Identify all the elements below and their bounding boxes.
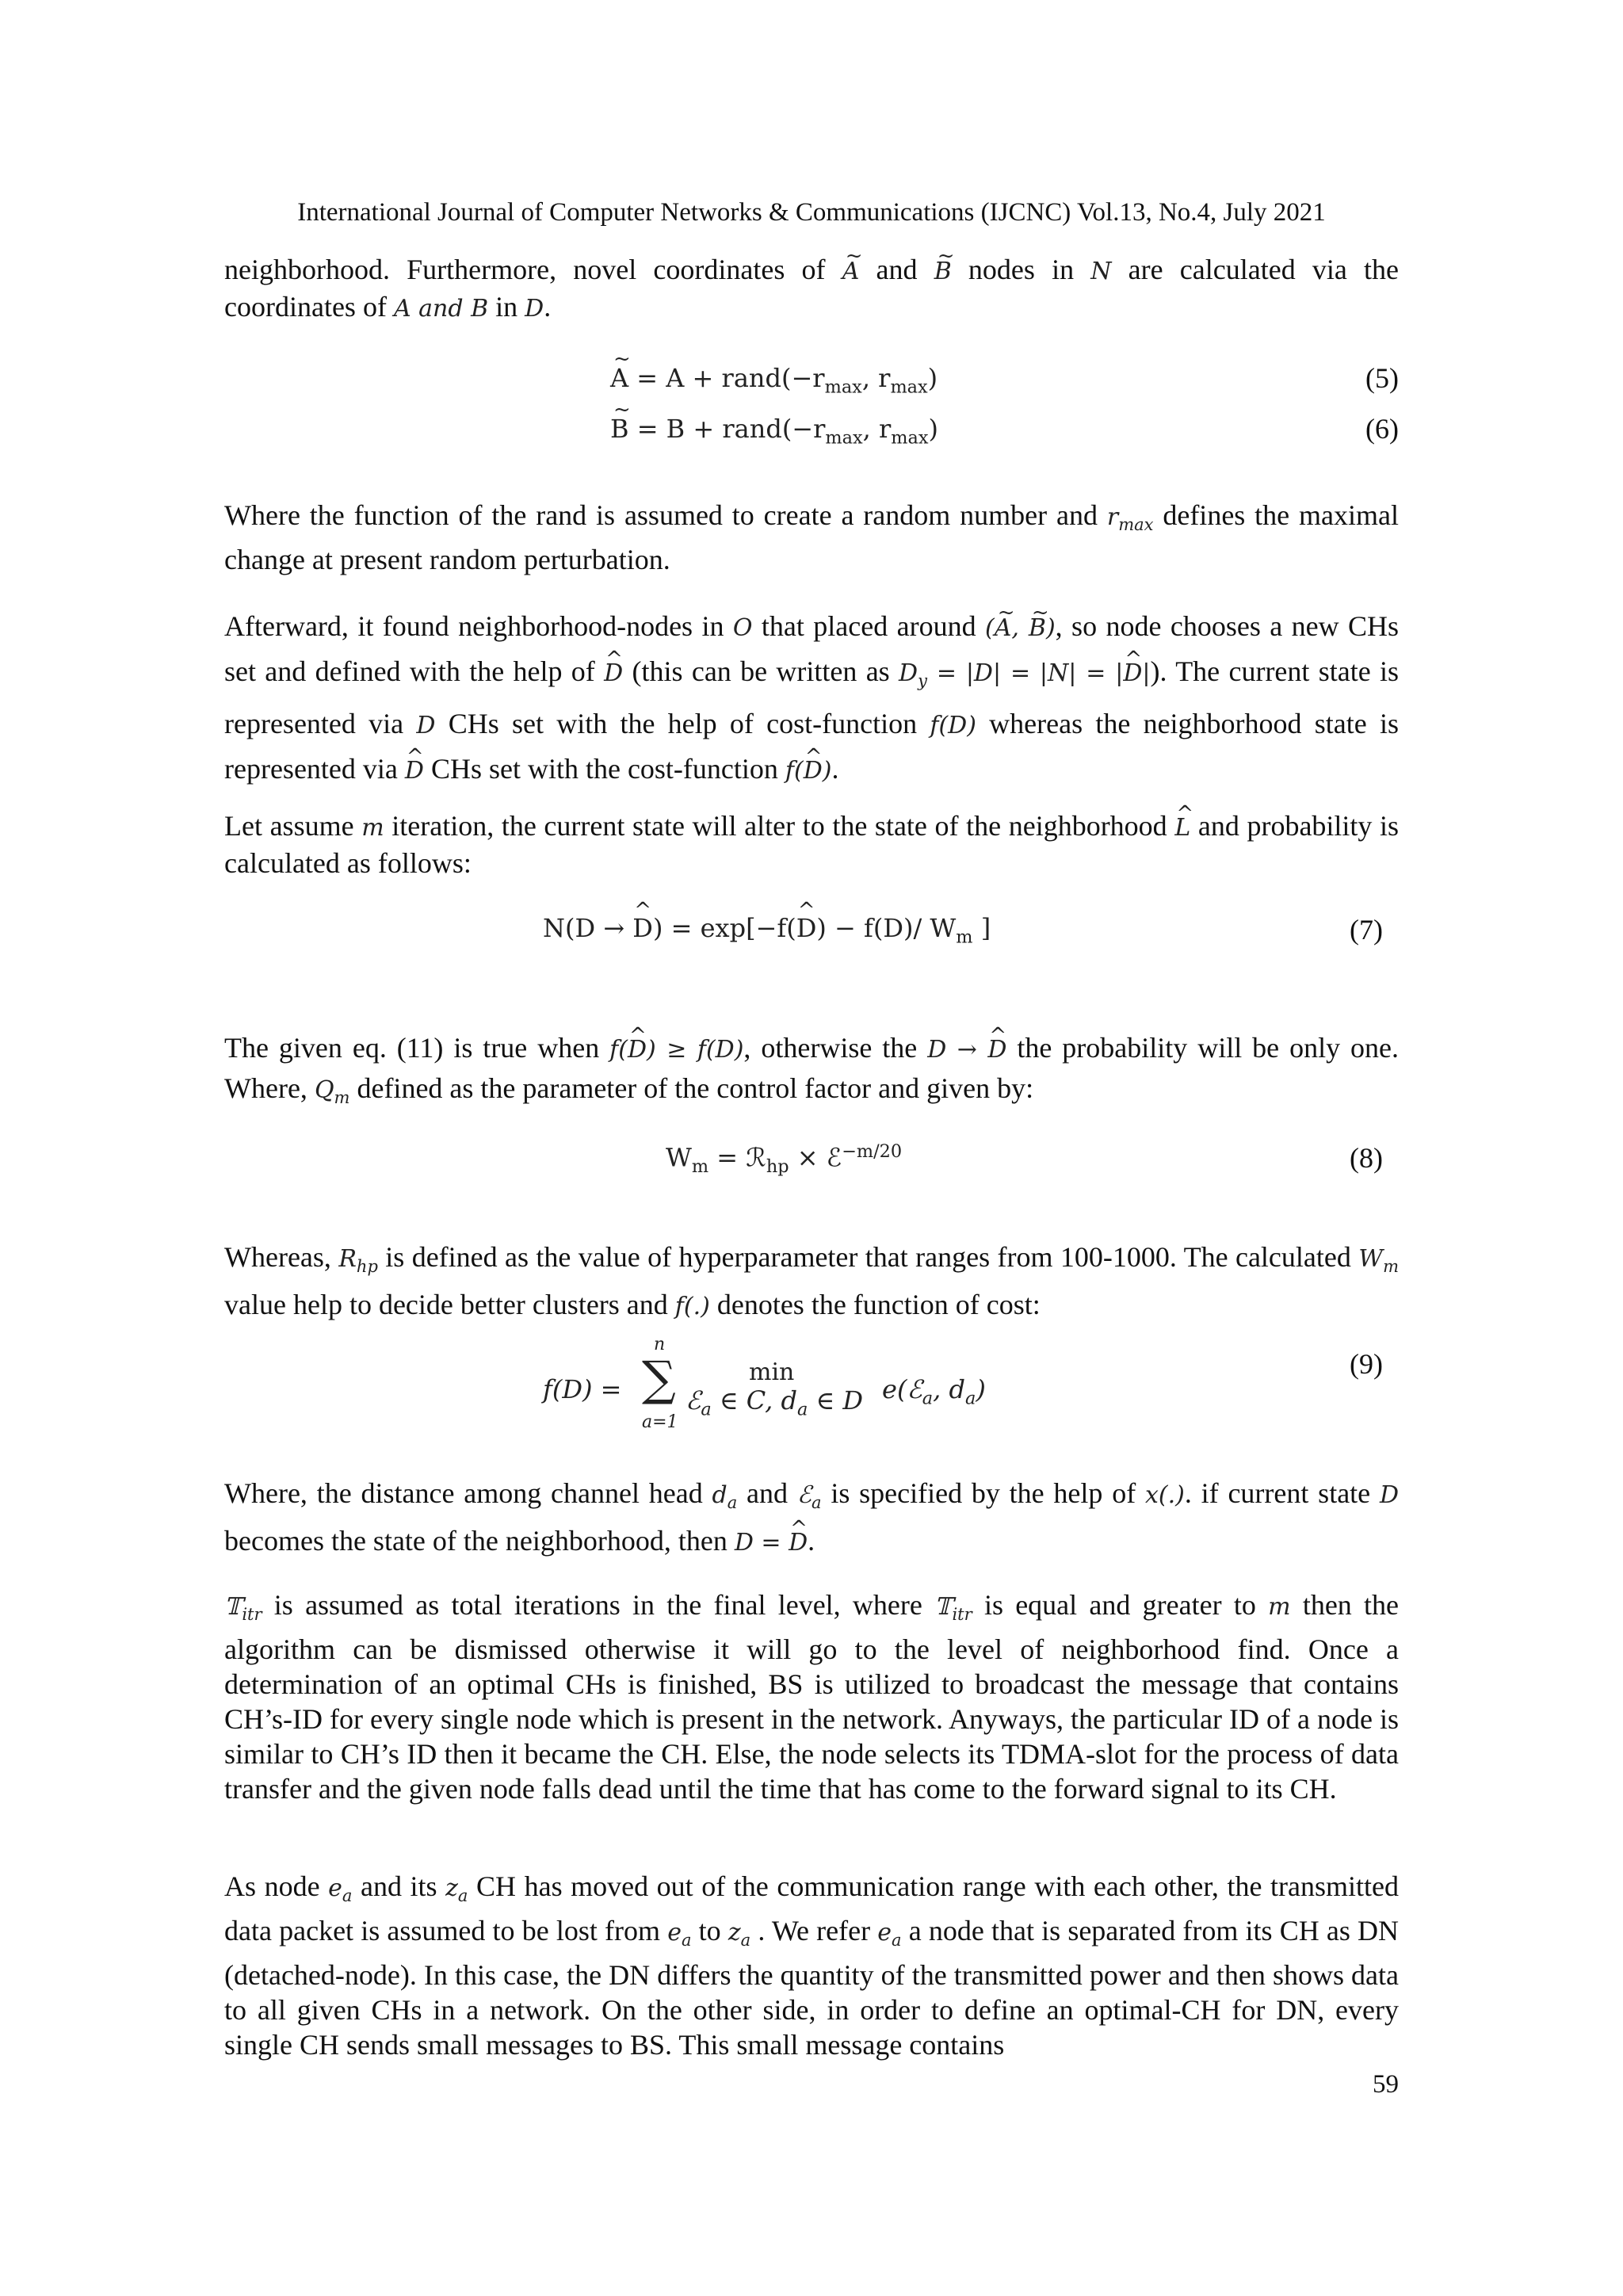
equation-5: ~ $A = A + rand(-r_{max}$, $r_{max}$) (610, 363, 938, 397)
paragraph-iterations: 𝕋$_{itr}$ is assumed as total iterations in the final level, where 𝕋$_{itr}$ is equal and greater to m then the algorithm can be dismissed otherwise it will go to the level of neighborhood find. Once a determination of an optimal CHs is finished, BS is utilized to broadcast the message that contains CH’s-ID for every single node which is present in the network. Anyways, the particular ID of a node is similar to CH’s ID then it became the CH. Else, the node selects its TDMA-slot for the process of data transfer and the given node falls dead until the time that has come to the forward signal to its CH. (224, 1589, 1400, 1805)
equation-6: ~ $B = B + rand(-r_{max}$, $r_{max}$) (610, 414, 938, 448)
equation-5-number: (5) (1365, 362, 1399, 394)
equation-6-number: (6) (1365, 413, 1399, 445)
paragraph-iteration: Let assume m iteration, the current state will alter to the state of the neighborhood ^ L and probability is calculated as follows: (224, 808, 1399, 881)
equation-8: $W_m$ = ℛ$_{hp}$ × ℰ$^{-m/20}$ (666, 1141, 903, 1178)
equation-9: f(D) = n ∑ a=1 min ℰ$_a$ ∈ C, $d_a$ ∈ D e(ℰ$_a$, $d_a$) (543, 1335, 986, 1432)
equation-7: N(D → ^ D) = exp[−f(^ D) − f(D)/ $W_m$ ] (543, 913, 991, 947)
paragraph-hyperparameter: Whereas, $R_{hp}$ is defined as the value of hyperparameter that ranges from 100-1000. The calculated $W_m$ value help to decide better clusters and f(.) denotes the function of cost: (224, 1241, 1400, 1320)
paragraph-probability: The given eq. (11) is true when f(^ D) ≥ f(D), otherwise the D → ^ D the probability will be only one. Where, $Q_m$ defined as the parameter of the control factor and given by: (224, 1029, 1399, 1117)
equation-9-number: (9) (1350, 1348, 1383, 1380)
paragraph-neighborhood: Afterward, it found neighborhood-nodes in O that placed around (~ A, ~ B), so node chooses a new CHs set and defined with the help of ^ D (this can be written as $D_y = |D| = |N|$ = |^ D|). The current state is represented via D CHs set with the help of cost-function f(D) whereas the neighborhood state is represented via ^ D CHs set with the cost-function f(^ D). (224, 605, 1399, 793)
paragraph-detached-node: As node $e_a$ and its $z_a$ CH has moved out of the communication range with each other, the transmitted data packet is assumed to be lost from $e_a$ to $z_a$ . We refer $e_a$ a node that is separated from its CH as DN (detached-node). In this case, the DN differs the quantity of the transmitted power and then shows data to all given CHs in a network. On the other side, in order to define an optimal-CH for DN, every single CH sends small messages to BS. This small message contains (224, 1870, 1400, 2061)
equation-7-number: (7) (1350, 914, 1383, 946)
paragraph-rand: Where the function of the rand is assumed to create a random number and $r_{max}$ defines the maximal change at present random perturbation. (224, 499, 1399, 575)
paragraph-coordinates: neighborhood. Furthermore, novel coordinates of ~ A and ~ B nodes in N are calculated via the coordinates of A and B in D. (224, 252, 1399, 327)
paragraph-distance: Where, the distance among channel head $d_a$ and ℰ$_a$ is specified by the help of x(.). if current state D becomes the state of the neighborhood, then D = ^ D. (224, 1474, 1399, 1562)
running-header: International Journal of Computer Networks & Communications (IJCNC) Vol.13, No.4, July 2021 (297, 198, 1326, 227)
page-number: 59 (1373, 2070, 1399, 2099)
equation-8-number: (8) (1350, 1142, 1383, 1174)
